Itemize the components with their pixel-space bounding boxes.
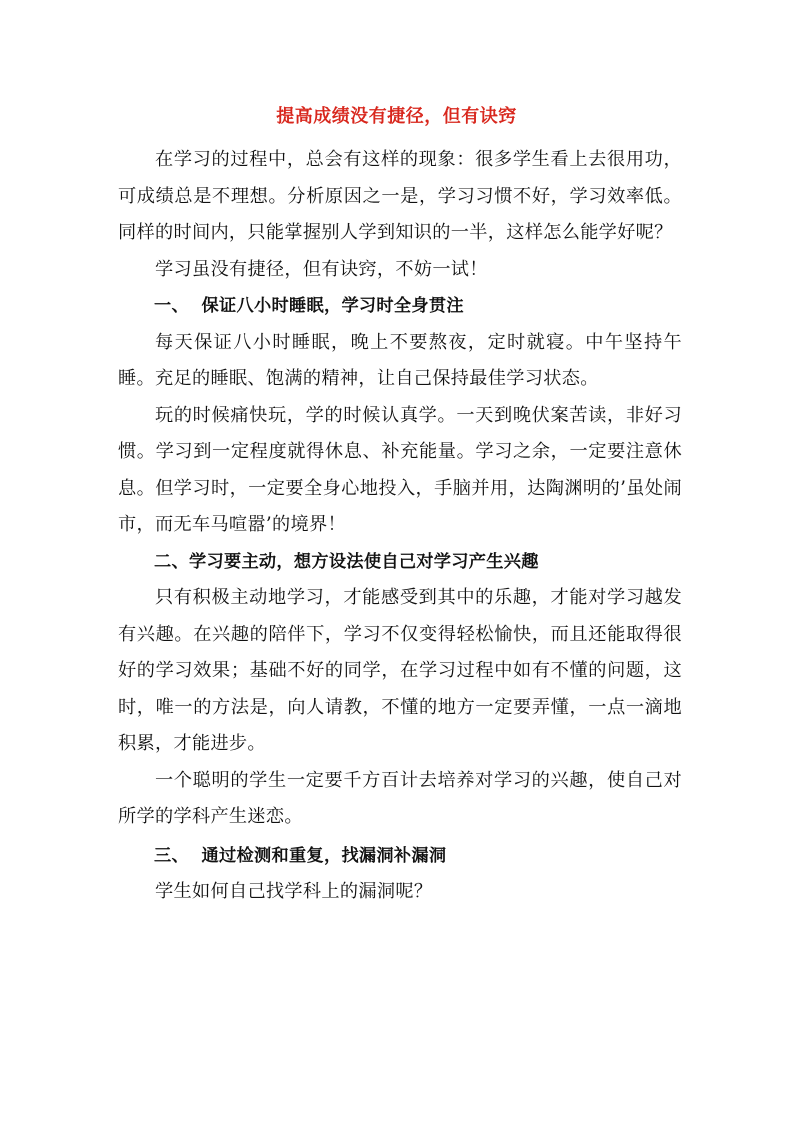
paragraph-tip-intro: 学习虽没有捷径，但有诀窍，不妨一试！ xyxy=(155,258,488,280)
paragraph-intro: 在学习的过程中，总会有这样的现象：很多学生看上去很用功，可成绩总是不理想。分析原因之一是，学习习惯不好，学习效率低。同样的时间内，只能掌握别人学到知识的一半，这样怎么能学好呢？ xyxy=(118,149,682,243)
paragraph-interest: 只有积极主动地学习，才能感受到其中的乐趣，才能对学习越发有兴趣。在兴趣的陪伴下，学习不仅变得轻松愉快，而且还能取得很好的学习效果；基础不好的同学，在学习过程中如有不懂的问题，这时，唯一的方法是，向人请教，不懂的地方一定要弄懂，一点一滴地积累，才能进步。 xyxy=(118,587,682,754)
document-body xyxy=(118,142,682,911)
paragraph-sleep: 每天保证八小时睡眠，晚上不要熬夜，定时就寝。中午坚持午睡。充足的睡眠、饱满的精神，让自己保持最佳学习状态。 xyxy=(118,331,682,389)
document-title: 提高成绩没有捷径，但有诀窍 xyxy=(276,106,517,127)
section-heading-2: 二、学习要主动，想方设法使自己对学习产生兴趣 xyxy=(154,551,539,572)
paragraph-find-gaps: 学生如何自己找学科上的漏洞呢？ xyxy=(155,881,433,902)
paragraph-smart-student: 一个聪明的学生一定要千方百计去培养对学习的兴趣，使自己对所学的学科产生迷恋。 xyxy=(118,769,682,827)
paragraph-focus: 玩的时候痛快玩，学的时候认真学。一天到晚伏案苦读，非好习惯。学习到一定程度就得休息、补充能量。学习之余，一定要注意休息。但学习时，一定要全身心地投入，手脑并用，达陶渊明的’虽处闹市，而无车马喧嚣’的境界！ xyxy=(118,404,682,535)
section-heading-1: 一、 保证八小时睡眠，学习时全身贯注 xyxy=(154,296,464,316)
section-heading-3: 三、 通过检测和重复，找漏洞补漏洞 xyxy=(154,845,447,866)
